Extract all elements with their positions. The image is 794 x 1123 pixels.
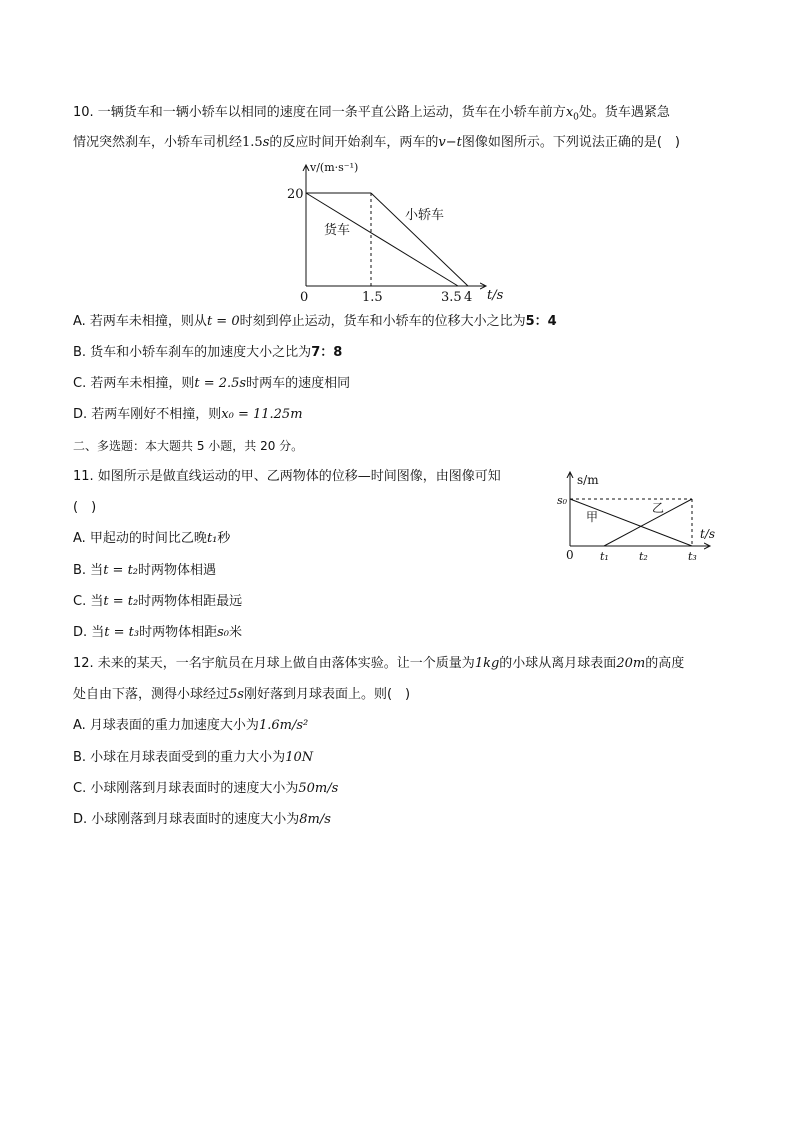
q11-stem-line2: ( )	[73, 500, 97, 515]
q10-option-c[interactable]: C. 若两车未相撞，则t = 2.5s时两车的速度相同	[73, 376, 351, 391]
section-header-multi-choice: 二、多选题：本大题共 5 小题，共 20 分。	[73, 439, 304, 453]
q11-st-graph	[550, 465, 730, 570]
q10-label-car: 小轿车	[405, 208, 445, 223]
q11-yi-label: 乙	[652, 501, 665, 515]
q12-stem-line2: 处自由下落，测得小球经过5s刚好落到月球表面上。则( )	[73, 687, 411, 702]
q11-t3-label: t₃	[688, 550, 697, 563]
q10-y-axis-label: v/(m·s⁻¹)	[310, 161, 359, 174]
q10-stem-line2: 情况突然刹车，小轿车司机经1.5s的反应时间开始刹车，两车的v−t图像如图所示。下列说法正确的是( )	[73, 135, 681, 150]
q10-x-tick-3.5: 3.5	[441, 290, 462, 305]
q11-s0-label: s₀	[557, 494, 568, 507]
q12-option-d[interactable]: D. 小球刚落到月球表面时的速度大小为8m/s	[73, 812, 331, 827]
q10-stem-line1: 10. 一辆货车和一辆小轿车以相同的速度在同一条平直公路上运动，货车在小轿车前方$x_0$处。货车遇紧急	[73, 105, 670, 123]
q10-option-d[interactable]: D. 若两车刚好不相撞，则x₀ = 11.25m	[73, 407, 303, 422]
q10-option-a[interactable]: A. 若两车未相撞，则从t = 0时刻到停止运动，货车和小轿车的位移大小之比为5：4	[73, 314, 557, 329]
q10-vt-graph	[280, 155, 520, 305]
q11-option-c[interactable]: C. 当t = t₂时两物体相距最远	[73, 594, 243, 609]
q11-t1-label: t₁	[600, 550, 609, 563]
q12-stem-line1: 12. 未来的某天，一名宇航员在月球上做自由落体实验。让一个质量为1kg的小球从离月球表面20m的高度	[73, 656, 685, 671]
q12-option-b[interactable]: B. 小球在月球表面受到的重力大小为10N	[73, 750, 314, 765]
q10-origin: 0	[300, 290, 309, 305]
q11-yi-line	[604, 499, 692, 546]
q11-y-axis-label: s/m	[577, 473, 599, 487]
q11-origin: 0	[566, 548, 574, 562]
q10-x-axis-label: t/s	[487, 288, 504, 303]
q12-option-a[interactable]: A. 月球表面的重力加速度大小为1.6m/s²	[73, 718, 309, 733]
q11-option-d[interactable]: D. 当t = t₃时两物体相距s₀米	[73, 625, 243, 640]
q10-x-tick-4: 4	[464, 290, 473, 305]
q10-y-tick-20: 20	[287, 187, 304, 202]
q10-truck-line	[306, 193, 458, 286]
q11-t2-label: t₂	[639, 550, 648, 563]
q11-x-axis-label: t/s	[700, 527, 716, 541]
q10-option-b[interactable]: B. 货车和小轿车刹车的加速度大小之比为7：8	[73, 345, 343, 360]
q11-option-b[interactable]: B. 当t = t₂时两物体相遇	[73, 563, 217, 578]
q11-stem-line1: 11. 如图所示是做直线运动的甲、乙两物体的位移—时间图像，由图像可知	[73, 469, 501, 484]
q12-option-c[interactable]: C. 小球刚落到月球表面时的速度大小为50m/s	[73, 781, 339, 796]
q11-option-a[interactable]: A. 甲起动的时间比乙晚t₁秒	[73, 531, 231, 546]
q10-x-tick-1.5: 1.5	[362, 290, 383, 305]
q10-label-truck: 货车	[324, 223, 351, 238]
q10-car-line	[371, 193, 468, 286]
q11-jia-label: 甲	[586, 510, 599, 524]
